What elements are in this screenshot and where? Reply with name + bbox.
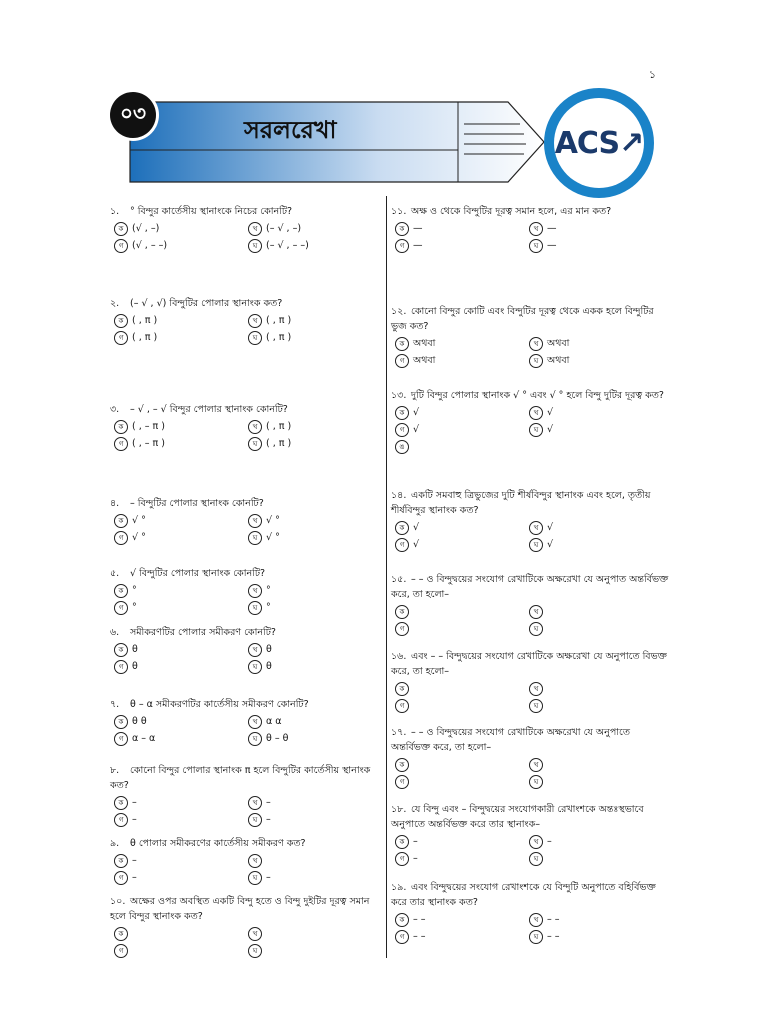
option-marker: ঘ	[248, 331, 262, 345]
answer-option[interactable]	[395, 336, 435, 351]
option-marker: গ	[114, 944, 128, 958]
answer-option[interactable]	[114, 530, 146, 545]
question-text: – – ও বিন্দুদ্বয়ের সংযোগ রেখাটিকে অক্ষরেখা যে অনুপাত অন্তর্বিভক্ত করে, তা হলো–	[391, 574, 669, 600]
option-text: α – α	[132, 733, 156, 744]
answer-option[interactable]	[395, 537, 419, 552]
question-item	[391, 488, 669, 554]
question-text: – বিন্দুটির পোলার স্থানাংক কোনটি?	[130, 498, 264, 509]
option-marker: খ	[248, 854, 262, 868]
option-marker: ঘ	[248, 732, 262, 746]
option-text: অথবা	[413, 355, 436, 366]
answer-option[interactable]	[395, 238, 423, 253]
option-marker: ক	[395, 758, 409, 772]
options-grid	[110, 853, 380, 887]
question-number: ১২.	[391, 306, 407, 317]
answer-option[interactable]	[248, 221, 301, 236]
chapter-title: সরলরেখা	[244, 116, 337, 144]
options-grid	[391, 757, 669, 791]
option-marker: গ	[395, 699, 409, 713]
question-text: θ – α সমীকরণটির কার্তেসীয় সমীকরণ কোনটি?	[130, 699, 309, 710]
answer-option[interactable]	[248, 330, 291, 345]
question-item	[391, 204, 669, 255]
chapter-banner	[108, 90, 668, 200]
question-number: ১৫.	[391, 574, 407, 585]
option-text: √ °	[132, 515, 146, 526]
option-text: —	[547, 240, 557, 251]
options-grid	[391, 604, 669, 638]
question-number: ১১.	[391, 206, 407, 217]
option-marker: ক	[395, 913, 409, 927]
answer-option[interactable]	[248, 853, 266, 868]
answer-option[interactable]	[395, 757, 413, 772]
answer-option[interactable]	[395, 681, 413, 696]
option-text: √	[413, 522, 420, 533]
option-text: —	[547, 223, 557, 234]
answer-option[interactable]	[114, 313, 157, 328]
question-item	[391, 572, 669, 638]
option-text: √	[413, 539, 420, 550]
answer-option[interactable]	[248, 926, 266, 941]
option-text: –	[266, 814, 271, 825]
answer-option[interactable]	[529, 757, 547, 772]
answer-option[interactable]	[529, 353, 569, 368]
answer-option[interactable]	[248, 530, 280, 545]
option-marker: খ	[529, 605, 543, 619]
option-marker: খ	[248, 420, 262, 434]
option-marker: ক	[114, 314, 128, 328]
answer-option[interactable]	[248, 419, 291, 434]
option-marker: ক	[395, 521, 409, 535]
answer-option[interactable]	[248, 812, 271, 827]
answer-option[interactable]	[529, 537, 553, 552]
answer-option[interactable]	[529, 520, 553, 535]
question-text: √ বিন্দুটির পোলার স্থানাংক কোনটি?	[130, 568, 266, 579]
question-text: যে বিন্দু এবং – বিন্দুদ্বয়ের সংযোগকারী রেখাংশকে অন্তঃস্থভাবে অনুপাতে অন্তর্বিভক্ত করে তার স্থানাংক–	[391, 804, 644, 830]
option-marker: ঘ	[248, 813, 262, 827]
answer-option[interactable]	[395, 439, 413, 454]
answer-option[interactable]	[114, 419, 165, 434]
option-text: (– √ , –)	[266, 223, 302, 234]
option-marker: খ	[529, 222, 543, 236]
option-text: θ θ	[132, 716, 147, 727]
answer-option[interactable]	[395, 221, 423, 236]
option-marker: ঙ	[395, 440, 409, 454]
answer-option[interactable]	[529, 834, 552, 849]
question-number: ৪.	[110, 498, 120, 509]
option-text: θ	[266, 661, 272, 672]
options-grid	[391, 912, 669, 946]
option-text: –	[132, 872, 137, 883]
question-item	[391, 880, 669, 946]
option-text: (– √ , – –)	[266, 240, 309, 251]
question-text: সমীকরণটির পোলার সমীকরণ কোনটি?	[130, 627, 276, 638]
page-number: ১	[648, 68, 656, 81]
question-number: ৬.	[110, 627, 120, 638]
option-marker: ঘ	[529, 775, 543, 789]
option-marker: গ	[395, 775, 409, 789]
option-text: θ	[132, 644, 138, 655]
answer-option[interactable]	[529, 774, 547, 789]
answer-option[interactable]	[248, 659, 272, 674]
answer-option[interactable]	[114, 330, 157, 345]
option-marker: গ	[395, 354, 409, 368]
option-text: √	[547, 522, 554, 533]
question-text: (– √ , √) বিন্দুটির পোলার স্থানাংক কত?	[130, 298, 283, 309]
question-text: এবং বিন্দুদ্বয়ের সংযোগ রেখাংশকে যে বিন্দুটি অনুপাতে বহির্বিভক্ত করে তার স্থানাংক কত?	[391, 882, 656, 908]
option-marker: গ	[114, 331, 128, 345]
options-grid	[110, 642, 380, 676]
option-marker: গ	[395, 852, 409, 866]
answer-option[interactable]	[248, 513, 280, 528]
option-text: – –	[547, 914, 560, 925]
answer-option[interactable]	[395, 912, 426, 927]
answer-option[interactable]	[529, 851, 547, 866]
options-grid	[110, 313, 380, 347]
question-text: দুটি বিন্দুর পোলার স্থানাংক √ ° এবং √ ° হলে বিন্দু দুটির দূরত্ব কত?	[411, 390, 664, 401]
question-item	[391, 802, 669, 868]
option-marker: খ	[529, 913, 543, 927]
option-marker: ঘ	[529, 239, 543, 253]
answer-option[interactable]	[529, 681, 547, 696]
option-marker: ঘ	[529, 852, 543, 866]
question-text: অক্ষ ও থেকে বিন্দুটির দূরত্ব সমান হলে, এর মান কত?	[411, 206, 612, 217]
answer-option[interactable]	[529, 698, 547, 713]
option-text: অথবা	[547, 355, 570, 366]
answer-option[interactable]	[529, 221, 557, 236]
option-text: –	[547, 836, 552, 847]
question-number: ১.	[110, 206, 120, 217]
answer-option[interactable]	[248, 238, 309, 253]
question-item	[110, 402, 380, 453]
option-marker: ঘ	[529, 930, 543, 944]
question-text: ° বিন্দুর কার্তেসীয় স্থানাংকে নিচের কোনটি?	[130, 206, 293, 217]
answer-option[interactable]	[114, 642, 138, 657]
chapter-number-badge: ০৩	[110, 92, 156, 138]
option-marker: ঘ	[248, 660, 262, 674]
question-number: ১৯.	[391, 882, 407, 893]
option-text: –	[413, 836, 418, 847]
option-marker: ঘ	[248, 437, 262, 451]
answer-option[interactable]	[114, 436, 165, 451]
option-marker: গ	[114, 531, 128, 545]
question-item	[110, 697, 380, 748]
option-marker: খ	[248, 222, 262, 236]
question-number: ১০.	[110, 896, 126, 907]
option-marker: খ	[529, 521, 543, 535]
option-marker: ঘ	[248, 531, 262, 545]
answer-option[interactable]	[248, 943, 266, 958]
option-marker: খ	[248, 584, 262, 598]
question-item	[110, 894, 380, 960]
answer-option[interactable]	[114, 731, 155, 746]
option-marker: ক	[114, 854, 128, 868]
option-text: θ – θ	[266, 733, 289, 744]
option-marker: ঘ	[529, 423, 543, 437]
question-item	[110, 204, 380, 255]
answer-option[interactable]	[395, 851, 418, 866]
option-text: °	[266, 602, 271, 613]
answer-option[interactable]	[248, 795, 271, 810]
option-marker: ক	[114, 927, 128, 941]
options-grid	[110, 419, 380, 453]
answer-option[interactable]	[114, 926, 132, 941]
option-text: –	[132, 797, 137, 808]
option-text: (√ , –)	[132, 223, 160, 234]
option-marker: ঘ	[248, 239, 262, 253]
acs-logo-text: ACS	[554, 125, 620, 161]
option-text: ( , π )	[266, 332, 292, 343]
option-marker: গ	[395, 622, 409, 636]
question-number: ৯.	[110, 838, 120, 849]
option-marker: ক	[114, 796, 128, 810]
option-text: ( , π )	[132, 332, 158, 343]
option-text: √	[547, 424, 554, 435]
answer-option[interactable]	[114, 853, 137, 868]
option-text: —	[413, 223, 423, 234]
option-text: ( , π )	[132, 315, 158, 326]
question-text: কোনো বিন্দুর পোলার স্থানাংক π হলে বিন্দুটির কার্তেসীয় স্থানাংক কত?	[110, 765, 371, 791]
answer-option[interactable]	[248, 583, 271, 598]
option-marker: খ	[248, 796, 262, 810]
question-number: ১৩.	[391, 390, 407, 401]
option-marker: গ	[395, 930, 409, 944]
option-text: °	[266, 585, 271, 596]
answer-option[interactable]	[248, 436, 291, 451]
answer-option[interactable]	[114, 795, 137, 810]
answer-option[interactable]	[248, 313, 291, 328]
option-marker: গ	[114, 660, 128, 674]
question-number: ৩.	[110, 404, 120, 415]
option-text: √	[413, 407, 420, 418]
option-marker: খ	[248, 514, 262, 528]
question-number: ৭.	[110, 699, 120, 710]
answer-option[interactable]	[395, 405, 419, 420]
answer-option[interactable]	[114, 600, 137, 615]
option-marker: ক	[114, 643, 128, 657]
option-marker: গ	[114, 871, 128, 885]
option-text: α α	[266, 716, 282, 727]
question-number: ১৭.	[391, 727, 407, 738]
answer-option[interactable]	[395, 353, 435, 368]
question-text: – √ , – √ বিন্দুর পোলার স্থানাংক কোনটি?	[130, 404, 288, 415]
option-marker: গ	[114, 437, 128, 451]
answer-option[interactable]	[114, 221, 159, 236]
question-item	[110, 763, 380, 829]
question-text: θ পোলার সমীকরণের কার্তেসীয় সমীকরণ কত?	[130, 838, 306, 849]
option-marker: ঘ	[529, 354, 543, 368]
answer-option[interactable]	[529, 422, 553, 437]
question-text: কোনো বিন্দুর কোটি এবং বিন্দুটির দূরত্ব থেকে একক হলে বিন্দুটির ভুজ কত?	[391, 306, 654, 332]
option-marker: খ	[248, 927, 262, 941]
answer-option[interactable]	[248, 870, 271, 885]
option-marker: খ	[529, 835, 543, 849]
options-grid	[110, 221, 380, 255]
option-marker: গ	[395, 538, 409, 552]
option-marker: ঘ	[529, 699, 543, 713]
answer-option[interactable]	[114, 238, 167, 253]
option-marker: ঘ	[248, 944, 262, 958]
answer-option[interactable]	[114, 943, 132, 958]
options-grid	[391, 405, 669, 456]
question-item	[391, 388, 669, 456]
option-text: °	[132, 585, 137, 596]
option-text: –	[266, 872, 271, 883]
answer-option[interactable]	[529, 336, 569, 351]
answer-option[interactable]	[529, 912, 560, 927]
question-item	[110, 496, 380, 547]
option-marker: ক	[114, 222, 128, 236]
option-text: –	[132, 855, 137, 866]
option-marker: খ	[248, 643, 262, 657]
option-marker: ক	[395, 835, 409, 849]
question-number: ২.	[110, 298, 120, 309]
option-marker: ক	[114, 584, 128, 598]
answer-option[interactable]	[529, 238, 557, 253]
option-marker: গ	[395, 239, 409, 253]
answer-option[interactable]	[248, 642, 272, 657]
option-text: ( , – π )	[132, 438, 165, 449]
option-text: – –	[413, 931, 426, 942]
answer-option[interactable]	[395, 698, 413, 713]
option-marker: ঘ	[529, 622, 543, 636]
option-marker: ক	[114, 715, 128, 729]
option-text: ( , π )	[266, 421, 292, 432]
option-marker: গ	[114, 732, 128, 746]
options-grid	[110, 513, 380, 547]
option-marker: ক	[395, 406, 409, 420]
option-text: θ	[132, 661, 138, 672]
option-text: (√ , – –)	[132, 240, 168, 251]
option-text: ( , π )	[266, 315, 292, 326]
answer-option[interactable]	[114, 513, 146, 528]
option-marker: ঘ	[529, 538, 543, 552]
option-text: অথবা	[547, 338, 570, 349]
option-marker: গ	[114, 239, 128, 253]
option-text: অথবা	[413, 338, 436, 349]
option-marker: ক	[395, 222, 409, 236]
answer-option[interactable]	[395, 774, 413, 789]
answer-option[interactable]	[248, 731, 288, 746]
question-item	[391, 649, 669, 715]
answer-option[interactable]	[529, 929, 560, 944]
question-number: ১৪.	[391, 490, 407, 501]
option-marker: গ	[114, 601, 128, 615]
option-text: √ °	[266, 515, 280, 526]
question-number: ১৮.	[391, 804, 407, 815]
answer-option[interactable]	[529, 405, 553, 420]
option-text: θ	[266, 644, 272, 655]
option-marker: ঘ	[248, 601, 262, 615]
question-text: – – ও বিন্দুদ্বয়ের সংযোগ রেখাটিকে অক্ষরেখা যে অনুপাতে অন্তর্বিভক্ত করে, তা হলো–	[391, 727, 630, 753]
option-text: √ °	[266, 532, 280, 543]
option-text: ( , π )	[266, 438, 292, 449]
question-item	[110, 836, 380, 887]
question-number: ৮.	[110, 765, 120, 776]
options-grid	[110, 714, 380, 748]
answer-option[interactable]	[114, 714, 147, 729]
option-marker: খ	[529, 758, 543, 772]
options-grid	[391, 336, 669, 370]
column-divider	[386, 196, 387, 958]
question-number: ৫.	[110, 568, 120, 579]
answer-option[interactable]	[248, 714, 282, 729]
option-text: –	[266, 797, 271, 808]
answer-option[interactable]	[114, 583, 137, 598]
answer-option[interactable]	[395, 929, 426, 944]
acs-logo	[554, 98, 644, 188]
options-grid	[391, 520, 669, 554]
option-text: ( , – π )	[132, 421, 165, 432]
question-text: একটি সমবাহু ত্রিভুজের দুটি শীর্ষবিন্দুর স্থানাংক এবং হলে, তৃতীয় শীর্ষবিন্দুর স্থানাংক কত?	[391, 490, 651, 516]
arrow-icon: ↗	[619, 125, 644, 161]
option-marker: ক	[395, 682, 409, 696]
answer-option[interactable]	[395, 834, 418, 849]
options-grid	[110, 795, 380, 829]
question-item	[110, 625, 380, 676]
answer-option[interactable]	[114, 659, 138, 674]
option-marker: গ	[114, 813, 128, 827]
option-marker: খ	[529, 337, 543, 351]
options-grid	[391, 834, 669, 868]
option-text: – –	[547, 931, 560, 942]
option-marker: খ	[248, 715, 262, 729]
option-marker: গ	[395, 423, 409, 437]
answer-option[interactable]	[114, 870, 137, 885]
options-grid	[391, 681, 669, 715]
question-number: ১৬.	[391, 651, 407, 662]
answer-option[interactable]	[114, 812, 137, 827]
option-text: √	[413, 424, 420, 435]
option-marker: ক	[395, 605, 409, 619]
option-marker: ক	[114, 514, 128, 528]
option-marker: খ	[529, 406, 543, 420]
question-text: অক্ষের ওপর অবস্থিত একটি বিন্দু হতে ও বিন্দু দুইটির দূরত্ব সমান হলে বিন্দুর স্থানাংক কত?	[110, 896, 370, 922]
option-text: √	[547, 407, 554, 418]
question-item	[391, 725, 669, 791]
options-grid	[391, 221, 669, 255]
option-text: –	[413, 853, 418, 864]
option-text: —	[413, 240, 423, 251]
option-text: °	[132, 602, 137, 613]
option-text: – –	[413, 914, 426, 925]
option-text: √ °	[132, 532, 146, 543]
question-item	[110, 566, 380, 617]
answer-option[interactable]	[395, 604, 413, 619]
option-text: –	[132, 814, 137, 825]
question-item	[391, 304, 669, 370]
answer-option[interactable]	[395, 520, 419, 535]
answer-option[interactable]	[529, 621, 547, 636]
option-marker: খ	[529, 682, 543, 696]
question-item	[110, 296, 380, 347]
option-text: √	[547, 539, 554, 550]
answer-option[interactable]	[395, 422, 419, 437]
option-marker: ক	[114, 420, 128, 434]
options-grid	[110, 583, 380, 617]
option-marker: খ	[248, 314, 262, 328]
option-marker: ঘ	[248, 871, 262, 885]
options-grid	[110, 926, 380, 960]
question-text: এবং – – বিন্দুদ্বয়ের সংযোগ রেখাটিকে অক্ষরেখা যে অনুপাতে বিভক্ত করে, তা হলো–	[391, 651, 667, 677]
answer-option[interactable]	[529, 604, 547, 619]
answer-option[interactable]	[395, 621, 413, 636]
option-marker: ক	[395, 337, 409, 351]
answer-option[interactable]	[248, 600, 271, 615]
